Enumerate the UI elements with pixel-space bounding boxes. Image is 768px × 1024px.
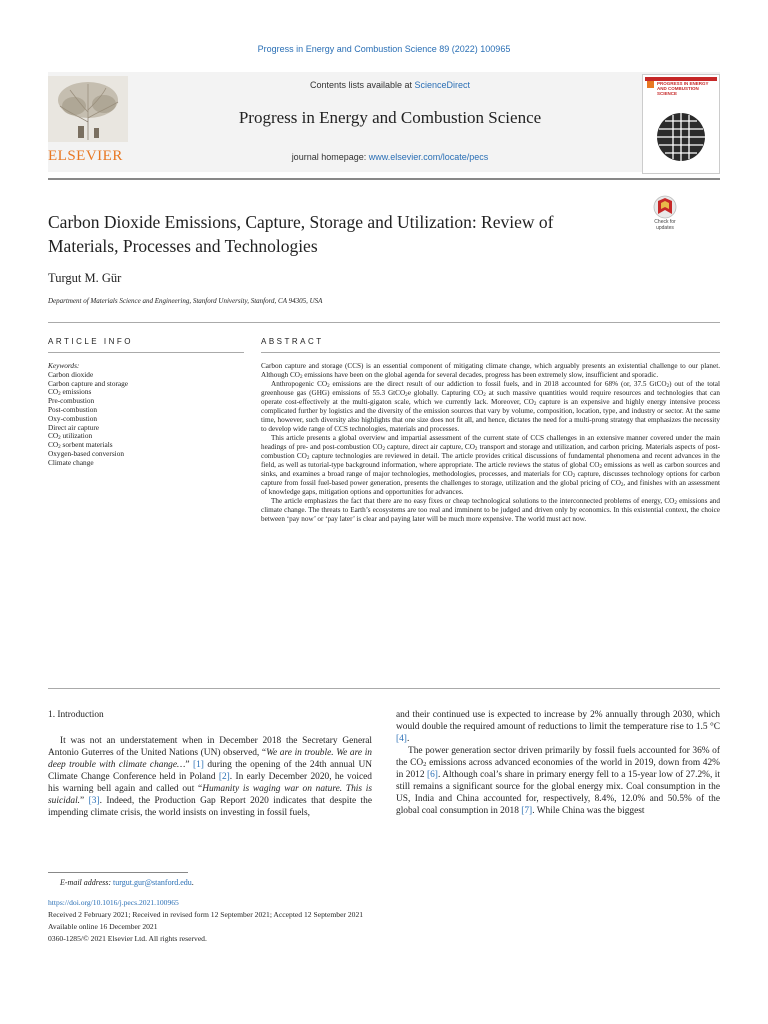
- email-label: E-mail address:: [60, 878, 114, 887]
- header-divider: [48, 178, 720, 180]
- journal-citation[interactable]: Progress in Energy and Combustion Science 89 (2022) 100965: [257, 44, 511, 54]
- keywords-label: Keywords:: [48, 361, 80, 370]
- body-paragraph: and their continued use is expected to increase by 2% annually through 2030, which would double the required amount of reductions to limit the temperature rise to 1.5 °C [4].: [396, 710, 720, 744]
- section-heading: 1. Introduction: [48, 710, 104, 720]
- reference-link[interactable]: [4]: [396, 734, 407, 744]
- body-column-left: [48, 709, 372, 819]
- keyword: Post-combustion: [48, 404, 98, 414]
- reference-link[interactable]: [6]: [427, 770, 438, 780]
- article-info-heading: ARTICLE INFO: [48, 337, 133, 346]
- journal-title[interactable]: Progress in Energy and Combustion Science: [238, 108, 542, 127]
- author-name[interactable]: Turgut M. Gür: [48, 271, 122, 285]
- contents-prefix: Contents lists available at: [309, 80, 415, 90]
- abstract-paragraph: The article emphasizes the fact that there are no easy fixes or cheap technological solutions to the interconnected problems of energy, $CO_2$ emissions and climate change. The threats to Earth’s ecosystems are too real and imminent to be judged and driven only by economics. In this existential context, the choice between ‘pay now’ or ‘pay later’ is clear and paying later will be much more expensive. The world must act now.: [261, 497, 720, 523]
- received-dates: Received 2 February 2021; Received in revised form 12 September 2021; Accepted 12 September 2021: [48, 910, 364, 919]
- abstract-paragraph: Carbon capture and storage (CCS) is an essential component of mitigating climate change, which arguably presents an existential challenge to our planet. Although $CO_2$ emissions have been on the global agenda for several decades, progress has been extremely slow, insufficient and sporadic.: [261, 362, 720, 380]
- quote: Humanity is waging war on nature. This is suicidal.: [48, 784, 372, 806]
- homepage-line: [140, 152, 640, 162]
- doi-link[interactable]: https://doi.org/10.1016/j.pecs.2021.100965: [48, 898, 179, 907]
- abstract-heading: ABSTRACT: [261, 337, 324, 346]
- homepage-link[interactable]: www.elsevier.com/locate/pecs: [368, 152, 489, 162]
- sciencedirect-link[interactable]: ScienceDirect: [414, 80, 471, 90]
- divider: [261, 352, 720, 353]
- body-column-right: [396, 709, 720, 817]
- keyword: Carbon capture and storage: [48, 378, 129, 388]
- keyword: Pre-combustion: [48, 396, 95, 406]
- cover-title: PROGRESS IN ENERGY AND COMBUSTION SCIENCE: [657, 81, 709, 96]
- keyword: Oxygen-based conversion: [48, 448, 124, 458]
- journal-cover-image[interactable]: [642, 74, 720, 174]
- email-footnote: E-mail address: turgut.gur@stanford.edu.: [60, 878, 194, 887]
- keywords-list: [48, 362, 244, 468]
- keyword: Direct air capture: [48, 422, 100, 432]
- check-updates-icon: [645, 194, 685, 238]
- online-date: Available online 16 December 2021: [48, 922, 158, 931]
- reference-link[interactable]: [7]: [521, 806, 533, 816]
- author-affiliation: Department of Materials Science and Engineering, Stanford University, Stanford, CA 94305, USA: [48, 297, 323, 305]
- publisher-logo-text[interactable]: ELSEVIER: [48, 148, 123, 164]
- keyword: Climate change: [48, 457, 94, 467]
- email-link[interactable]: turgut.gur@stanford.edu: [113, 878, 192, 887]
- paper-title: Carbon Dioxide Emissions, Capture, Storage and Utilization: Review of Materials, Processes and Technologies: [48, 212, 554, 256]
- reference-link[interactable]: [2]: [218, 772, 230, 782]
- body-paragraph: It was not an understatement when in December 2018 the Secretary General Antonio Guterres of the United Nations (UN) observed, “We are in trouble. We are in deep trouble with climate change…” [1] during the opening of the 24th annual UN Climate Change Conference held in Poland [2]. In early December 2020, he voiced his warning bell again and called out “Humanity is waging war on nature. This is suicidal.” [3]. Indeed, the Production Gap Report 2020 indicates that despite the impending climate crisis, the world insists on investing in fossil fuels,: [48, 736, 373, 818]
- abstract-paragraph: This article presents a global overview and impartial assessment of the current state of CCS challenges in an extensive manner covered under the main headings of pre- and post-combustion $CO_2$ capture, direct air capture, $CO_2$ transport and storage and utilization, and carbon pricing. Materials aspects of post-combustion $CO_2$ capture technologies are reviewed in detail. The article provides critical discussions of fundamental phenomena and recent advances in the field, as well as tutorial-type background information, where appropriate. The article reviews the status of global $CO_2$ emissions as well as carbon sources and sinks, and examines a broad range of major technologies, methodologies, processes, and materials for $CO_2$ capture, discusses technology options for carbon capture from fossil fuel-based power generation, presents the challenges to storage, utilization and the global pricing of $CO_2$, and finishes with an assessment of knowledge gaps, mitigation options and opportunities for advances.: [261, 434, 720, 496]
- homepage-prefix: journal homepage:: [291, 152, 369, 162]
- abstract-paragraph: Anthropogenic $CO_2$ emissions are the direct result of our addiction to fossil fuels, and in 2018 accounted for 68% (or, 37.5 GtCO$_2$) out of the total greenhouse gas (GHG) emissions of 55.3 GtCO$_2$e globally. Capturing $CO_2$ at such massive quantities would require resources and technologies that can operate cost-effectively at the multi-gigaton scale, which we currently lack. Moreover, $CO_2$ capture is an expensive and highly energy intensive process complicated further by logistics and the diversity of the emission sources that vary by volume, composition, location, type, and industry or sector. At the same time, however, such diversity also highlights that one size does not fit all, and hence, dictates the need for a multi-prong strategy that emphasizes the necessity to develop wide range of CCS technologies, materials and processes.: [261, 380, 720, 433]
- body-paragraph: The power generation sector driven primarily by fossil fuels accounted for 36% of the $CO_2$ emissions across advanced economies of the world in 2019, down from 42% in 2012 [6]. Although coal’s share in primary energy fell to a 15-year low of 27.2%, it still remains a significant source for the global energy mix. Coal consumption in the US, India and China accounted for, respectively, 8.4%, 12.0% and 50.5% of the global coal consumption in 2018 [7]. While China was the biggest: [396, 746, 720, 816]
- check-for-updates-button[interactable]: [645, 194, 685, 238]
- issn-copyright: 0360-1285/© 2021 Elsevier Ltd. All rights reserved.: [48, 934, 207, 943]
- divider: [48, 352, 244, 353]
- contents-line: [140, 80, 640, 90]
- footnote-divider: [48, 872, 188, 873]
- reference-link[interactable]: [1]: [192, 760, 204, 770]
- divider: [48, 688, 720, 689]
- reference-link[interactable]: [3]: [88, 796, 100, 806]
- keyword: $CO_2$ sorbent materials: [48, 440, 113, 451]
- keyword: Oxy-combustion: [48, 413, 98, 423]
- abstract-body: [261, 362, 720, 524]
- divider: [48, 322, 720, 323]
- keyword: Carbon dioxide: [48, 369, 94, 379]
- check-updates-label: Check for updates: [654, 219, 676, 231]
- quote: We are in trouble. We are in deep trouble with climate change…: [48, 748, 372, 770]
- keyword: $CO_2$ utilization: [48, 431, 93, 442]
- keyword: $CO_2$ emissions: [48, 387, 92, 398]
